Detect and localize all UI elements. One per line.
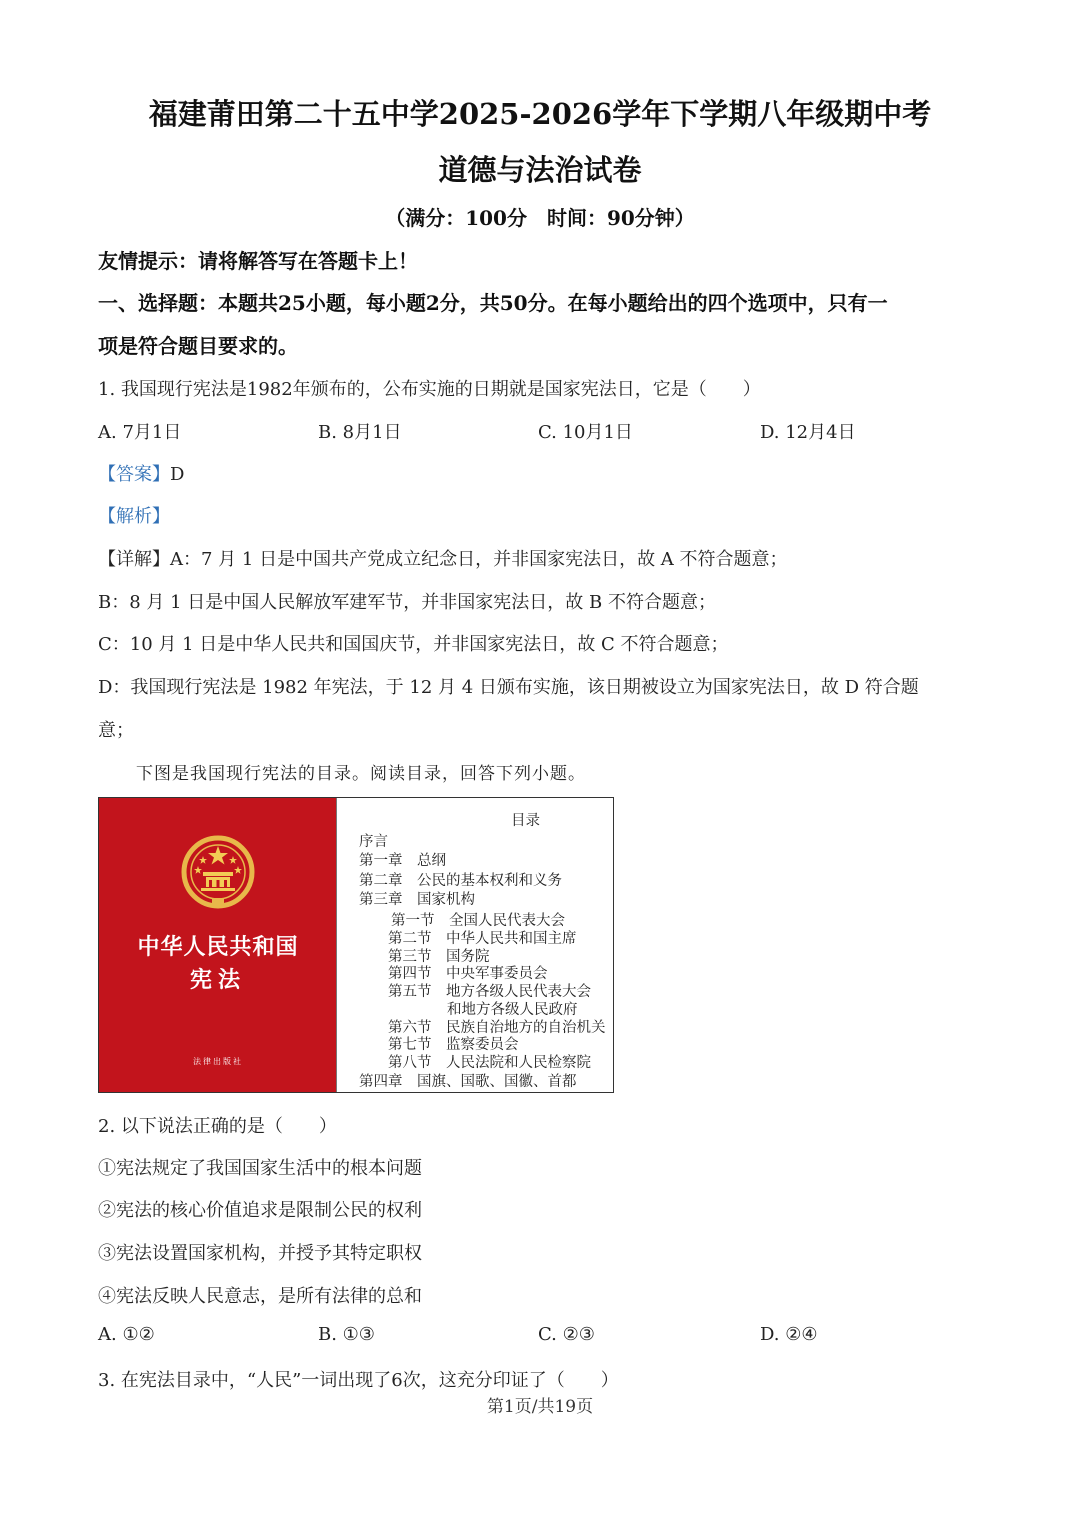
friendly-hint: 友情提示：请将解答写在答题卡上！ [98,249,418,273]
constitution-figure [98,797,614,1093]
q2-option-a: A. ①② [98,1324,155,1345]
q1-option-b: B. 8月1日 [318,422,402,443]
toc-item: 第二章 公民的基本权利和义务 [359,873,562,889]
cover-title-constitution: 宪法 [189,967,246,993]
book-cover [99,798,337,1092]
toc-item: 第一章 总纲 [359,853,446,869]
exam-title: 福建莆田第二十五中学2025-2026学年下学期八年级期中考 [148,97,932,131]
analysis-label: 【解析】 [98,506,170,527]
section-heading-line2: 项是符合题目要求的。 [98,334,298,358]
toc-item: 第四章 国旗、国歌、国徽、首都 [359,1074,577,1090]
q2-stem: 2. 以下说法正确的是（ ） [98,1116,337,1137]
q2-option-c: C. ②③ [538,1324,595,1345]
page-footer: 第1页/共19页 [486,1397,594,1417]
detail-label: 【详解】 [98,549,170,570]
toc-item: 第一节 全国人民代表大会 [391,913,565,929]
exam-subject: 道德与法治试卷 [438,153,642,187]
material-intro: 下图是我国现行宪法的目录。阅读目录，回答下列小题。 [136,764,586,784]
toc-item: 和地方各级人民政府 [447,1002,578,1018]
toc-item: 第三章 国家机构 [359,892,475,908]
detail-line-4: D：我国现行宪法是 1982 年宪法，于 12 月 4 日颁布实施，该日期被设立为国家宪法日，故 D 符合题 [98,677,919,698]
toc-item: 第四节 中央军事委员会 [388,966,548,982]
detail-line-3: C：10 月 1 日是中华人民共和国国庆节，并非国家宪法日，故 C 不符合题意； [98,634,729,655]
toc-item: 第六节 民族自治地方的自治机关 [388,1020,606,1036]
cover-publisher: 法律出版社 [193,1057,243,1066]
q2-statement-4: ④宪法反映人民意志，是所有法律的总和 [98,1286,422,1307]
q2-statement-1: ①宪法规定了我国国家生活中的根本问题 [98,1158,422,1179]
national-emblem-icon [181,832,255,912]
detail-line-1 [98,545,788,571]
q2-option-b: B. ①③ [318,1324,375,1345]
toc-item: 序言 [359,834,388,850]
cover-title-country: 中华人民共和国 [137,934,299,960]
toc-item: 第五节 地方各级人民代表大会 [388,984,591,1000]
q2-statement-3: ③宪法设置国家机构，并授予其特定职权 [98,1243,422,1264]
q1-option-d: D. 12月4日 [760,422,856,443]
q1-stem: 1. 我国现行宪法是1982年颁布的，公布实施的日期就是国家宪法日，它是（ ） [98,379,761,400]
q2-option-d: D. ②④ [760,1324,818,1345]
exam-info: （满分：100分 时间：90分钟） [385,206,695,230]
q1-answer [98,460,184,486]
answer-label: 【答案】 [98,464,170,485]
q3-stem: 3. 在宪法目录中，“人民”一词出现了6次，这充分印证了（ ） [98,1370,619,1391]
q2-statement-2: ②宪法的核心价值追求是限制公民的权利 [98,1200,422,1221]
answer-value: D [170,464,185,485]
detail-line-2: B：8 月 1 日是中国人民解放军建军节，并非国家宪法日，故 B 不符合题意； [98,592,716,613]
q1-option-a: A. 7月1日 [98,422,182,443]
toc-item: 第二节 中华人民共和国主席 [388,931,577,947]
toc-title: 目录 [511,813,540,829]
detail-line-5: 意； [98,720,134,741]
table-of-contents [337,798,613,1092]
toc-item: 第七节 监察委员会 [388,1037,519,1053]
detail-text-a: A：7 月 1 日是中国共产党成立纪念日，并非国家宪法日，故 A 不符合题意； [170,549,788,570]
toc-item: 第三节 国务院 [388,949,490,965]
q1-option-c: C. 10月1日 [538,422,633,443]
section-heading-line1: 一、选择题：本题共25小题，每小题2分，共50分。在每小题给出的四个选项中，只有一 [98,291,888,315]
toc-item: 第八节 人民法院和人民检察院 [388,1055,591,1071]
